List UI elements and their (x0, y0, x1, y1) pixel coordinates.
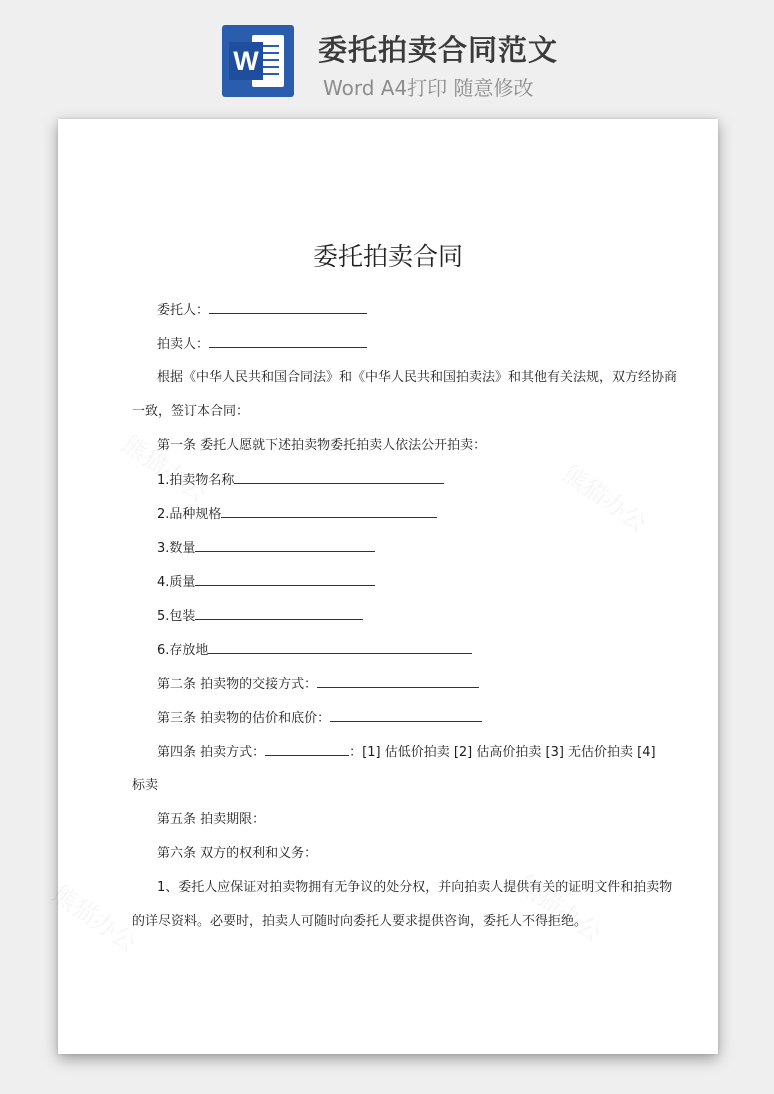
document-page (58, 119, 718, 1054)
intro-line-2: 一致，签订本合同： (132, 404, 250, 419)
item-quality-blank[interactable] (195, 573, 375, 586)
article-2-line (157, 675, 479, 694)
article-5: 第五条 拍卖期限： (157, 812, 266, 827)
article-3: 第三条 拍卖物的估价和底价： (157, 711, 331, 726)
watermark (557, 455, 656, 539)
article-4-blank[interactable] (265, 743, 349, 756)
item-storage-label: 6.存放地 (157, 643, 209, 658)
consignor-label: 委托人： (157, 303, 210, 318)
item-storage-line (157, 641, 472, 660)
clause-1-line-1: 1、委托人应保证对拍卖物拥有无争议的处分权，并向拍卖人提供有关的证明文件和拍卖物 (157, 880, 673, 895)
header-subtitle: Word A4打印 随意修改 (323, 76, 534, 100)
item-quality-line (157, 573, 375, 592)
article-3-blank[interactable] (330, 709, 482, 722)
watermark (47, 875, 146, 959)
auctioneer-label: 拍卖人： (157, 337, 210, 352)
word-icon (222, 25, 294, 97)
auctioneer-blank[interactable] (209, 335, 367, 348)
article-2: 第二条 拍卖物的交接方式： (157, 677, 318, 692)
item-spec-line (157, 505, 437, 524)
item-spec-label: 2.品种规格 (157, 507, 222, 522)
item-quantity-blank[interactable] (195, 539, 375, 552)
item-name-label: 1.拍卖物名称 (157, 473, 235, 488)
item-package-blank[interactable] (195, 607, 363, 620)
watermark (512, 865, 611, 949)
article-2-blank[interactable] (317, 675, 479, 688)
clause-1-line-2: 的详尽资料。必要时，拍卖人可随时向委托人要求提供咨询，委托人不得拒绝。 (132, 914, 588, 929)
consignor-line (157, 301, 367, 320)
item-storage-blank[interactable] (208, 641, 472, 654)
item-name-blank[interactable] (234, 471, 444, 484)
item-quantity-line (157, 539, 375, 558)
item-spec-blank[interactable] (221, 505, 437, 518)
header-title: 委托拍卖合同范文 (318, 33, 559, 67)
article-4: 第四条 拍卖方式： (157, 745, 266, 760)
intro-line-1: 根据《中华人民共和国合同法》和《中华人民共和国拍卖法》和其他有关法规，双方经协商 (157, 370, 678, 385)
word-logo-letter: W (229, 42, 263, 80)
article-4-line (157, 743, 656, 762)
item-package-label: 5.包装 (157, 609, 196, 624)
item-name-line (157, 471, 444, 490)
auctioneer-line (157, 335, 367, 354)
item-package-line (157, 607, 363, 626)
consignor-blank[interactable] (209, 301, 367, 314)
article-1: 第一条 委托人愿就下述拍卖物委托拍卖人依法公开拍卖： (157, 438, 487, 453)
article-3-line (157, 709, 482, 728)
article-6: 第六条 双方的权利和义务： (157, 846, 318, 861)
header (0, 0, 774, 110)
article-4-options: ：[1] 估低价拍卖 [2] 估高价拍卖 [3] 无估价拍卖 [4] (349, 745, 656, 760)
item-quality-label: 4.质量 (157, 575, 196, 590)
document-title: 委托拍卖合同 (312, 242, 463, 271)
item-quantity-label: 3.数量 (157, 541, 196, 556)
article-4-continuation: 标卖 (132, 778, 159, 793)
